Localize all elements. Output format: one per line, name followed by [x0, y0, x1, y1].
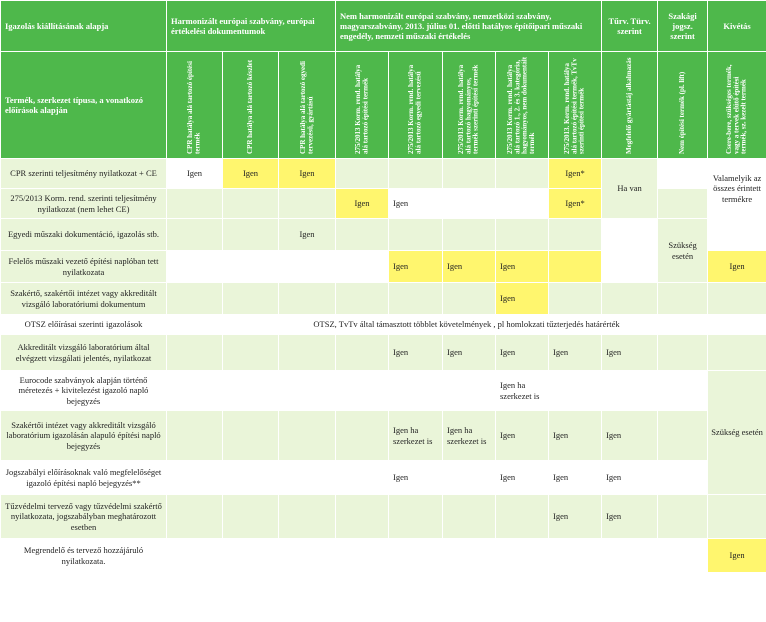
cell: Igen	[443, 251, 496, 283]
cell	[223, 251, 279, 283]
cell: Igen	[602, 461, 658, 495]
cell	[336, 335, 389, 371]
cell	[602, 283, 658, 315]
cell: Igen ha szerkezet is	[389, 411, 443, 461]
table-row	[1, 283, 766, 315]
basis-header: Igazolás kiállításának alapja	[1, 1, 167, 52]
cell	[658, 189, 708, 219]
cell	[279, 335, 336, 371]
cell	[658, 335, 708, 371]
cell	[167, 495, 223, 539]
row-label: Jogszabályi előírásoknak való megfelelőséget igazoló építési napló bejegyzés**	[1, 461, 167, 495]
cell: Igen	[496, 251, 549, 283]
group-turv: Tűrv. Türv. szerint	[602, 1, 658, 52]
cell: Igen	[279, 159, 336, 189]
cell	[336, 283, 389, 315]
table-row	[1, 219, 766, 251]
cell	[167, 411, 223, 461]
cell: Igen	[389, 461, 443, 495]
cell	[336, 219, 389, 251]
merged-ha-van: Ha van	[602, 159, 658, 219]
cell	[443, 189, 496, 219]
sub-header-9: Nem építési termék (pl. lift)	[658, 52, 708, 159]
cell	[496, 189, 549, 219]
table-row	[1, 371, 766, 411]
cell: Igen	[549, 411, 602, 461]
cell: Igen	[496, 411, 549, 461]
cell	[336, 495, 389, 539]
cell	[602, 251, 658, 283]
table-row	[1, 159, 766, 189]
otsz-span-text: OTSZ, TvTv által támasztott többlet követelmények , pl homlokzati tűzterjedés határérték	[167, 315, 766, 335]
cell: Igen	[602, 335, 658, 371]
sub-header-4: 275/2013 Korm. rend. hatálya alá tartozó egyedi tervezésű	[389, 52, 443, 159]
cell	[167, 539, 223, 573]
cell	[223, 335, 279, 371]
cell	[389, 159, 443, 189]
row-label: Szakértői intézet vagy akkreditált vizsgáló laboratórium igazolásán alapuló építési napló bejegyzés	[1, 411, 167, 461]
cell	[496, 495, 549, 539]
cell	[708, 335, 766, 371]
cell: Igen	[549, 461, 602, 495]
cell: Igen	[389, 251, 443, 283]
product-header: Termék, szerkezet típusa, a vonatkozó előírások alapján	[1, 52, 167, 159]
group-kivetel: Kivétás	[708, 1, 766, 52]
cell: Igen	[602, 411, 658, 461]
cell	[336, 461, 389, 495]
cell: Igen	[549, 335, 602, 371]
sub-header-1: CPR hatálya alá tartozó készlet	[223, 52, 279, 159]
cell	[658, 411, 708, 461]
cell: Igen	[496, 335, 549, 371]
cell	[279, 539, 336, 573]
cell	[602, 539, 658, 573]
cell	[443, 371, 496, 411]
cell	[167, 461, 223, 495]
row-label: Megrendelő és tervező hozzájáruló nyilatkozata.	[1, 539, 167, 573]
cell	[496, 539, 549, 573]
cell	[496, 219, 549, 251]
row-label: Egyedi műszaki dokumentáció, igazolás stb.	[1, 219, 167, 251]
group-szakagi: Szakági jogsz. szerint	[658, 1, 708, 52]
cell	[389, 539, 443, 573]
cell: Igen	[708, 539, 766, 573]
table-row	[1, 335, 766, 371]
row-label: Felelős műszaki vezető építési naplóban tett nyilatkozata	[1, 251, 167, 283]
row-label: 275/2013 Korm. rend. szerinti teljesítmény nyilatkozat (nem lehet CE)	[1, 189, 167, 219]
cell	[223, 539, 279, 573]
table-row	[1, 411, 766, 461]
cell	[223, 219, 279, 251]
cell	[708, 219, 766, 251]
sub-header-5: 275/2013 Korm. rend. hatálya alá tartozó hagyományos, termék szerinti építési termék	[443, 52, 496, 159]
cell: Igen	[279, 219, 336, 251]
cell	[658, 461, 708, 495]
cell: Igen	[549, 495, 602, 539]
cell: Igen	[336, 189, 389, 219]
sub-header-6: 275/2013 Korm. rend. hatálya alá tartozó 1., 2. és 3. kategória, hagyományos, nem dokumentált termék	[496, 52, 549, 159]
group-non-harmonized: Nem harmonizált európai szabvány, nemzetközi szabvány, magyarszabvány, 2013. július 01. előtti hatályos építőipari műszaki engedély, nemzeti műszaki értékelés	[336, 1, 602, 52]
row-label: Eurocode szabványok alapján történő méretezés + kivitelezést igazoló napló bejegyzés	[1, 371, 167, 411]
cell	[336, 371, 389, 411]
row-label: Tűzvédelmi tervező vagy tűzvédelmi szakértő nyilatkozata, jogszabályban meghatározott esetben	[1, 495, 167, 539]
table-row	[1, 251, 766, 283]
cell	[658, 159, 708, 189]
sub-header-10: Csere-bere, szükséges termék, vagy a tervek elütő építési termék, sz. kezelt termék	[708, 52, 766, 159]
table-row	[1, 461, 766, 495]
sub-header-0: CPR hatálya alá tartozó építési termék	[167, 52, 223, 159]
row-label: CPR szerinti teljesítmény nyilatkozat + CE	[1, 159, 167, 189]
table-row	[1, 315, 766, 335]
cell	[279, 189, 336, 219]
sub-header-3: 275/2013 Korm. rend. hatálya alá tartozó építési termék	[336, 52, 389, 159]
cell	[223, 371, 279, 411]
cell	[167, 335, 223, 371]
group-harmonized: Harmonizált európai szabvány, európai értékelési dokumentumok	[167, 1, 336, 52]
cell	[389, 371, 443, 411]
cell: Igen	[496, 461, 549, 495]
cell	[167, 371, 223, 411]
cell	[443, 539, 496, 573]
cell	[658, 495, 708, 539]
table-row	[1, 495, 766, 539]
sub-header-8: Megfelelő gyártástáj alkalmazás	[602, 52, 658, 159]
cell	[167, 189, 223, 219]
sub-header-7: 275/2013. Korm. rend. hatálya alá tartozó építési termék, TvTv szerinti építési termék	[549, 52, 602, 159]
merged-szukseg: Szükség esetén	[658, 219, 708, 283]
cell: Igen	[443, 335, 496, 371]
cell	[223, 189, 279, 219]
cell	[389, 283, 443, 315]
cell	[443, 159, 496, 189]
cell	[279, 495, 336, 539]
cell: Igen	[223, 159, 279, 189]
cell	[549, 219, 602, 251]
cell	[443, 461, 496, 495]
cell	[336, 251, 389, 283]
cell	[279, 411, 336, 461]
cell	[279, 283, 336, 315]
cell	[336, 411, 389, 461]
cell	[279, 461, 336, 495]
cell: Igen*	[549, 189, 602, 219]
cell	[496, 159, 549, 189]
cell	[443, 219, 496, 251]
cell	[658, 283, 708, 315]
row-label: Szakértő, szakértői intézet vagy akkreditált vizsgáló laboratóriumi dokumentum	[1, 283, 167, 315]
sub-header-2: CPR hatálya alá tartozó egyedi tervezésű, gyártású	[279, 52, 336, 159]
cell: Igen*	[549, 159, 602, 189]
cell	[223, 461, 279, 495]
cell	[336, 539, 389, 573]
cell	[708, 495, 766, 539]
cell: Igen ha szerkezet is	[443, 411, 496, 461]
cell	[658, 371, 708, 411]
cell	[549, 251, 602, 283]
cell	[167, 251, 223, 283]
row-label: OTSZ előírásai szerinti igazolások	[1, 315, 167, 335]
cell	[389, 495, 443, 539]
cell	[602, 219, 658, 251]
cell	[658, 539, 708, 573]
cell	[167, 219, 223, 251]
cell	[223, 495, 279, 539]
cell	[336, 159, 389, 189]
cell	[602, 371, 658, 411]
cell: Igen	[602, 495, 658, 539]
cell: Igen	[389, 335, 443, 371]
merged-valamelyik: Valamelyik az összes érintett termékre	[708, 159, 766, 219]
cell: Igen ha szerkezet is	[496, 371, 549, 411]
cell	[443, 283, 496, 315]
cell	[549, 539, 602, 573]
merged-kivetel-szukseg: Szükség esetén	[708, 371, 766, 495]
cell	[167, 283, 223, 315]
cell	[279, 251, 336, 283]
cell	[389, 219, 443, 251]
cell: Igen	[708, 251, 766, 283]
cell	[279, 371, 336, 411]
cell	[223, 283, 279, 315]
cell: Igen	[389, 189, 443, 219]
cell	[549, 371, 602, 411]
cell	[443, 495, 496, 539]
cell: Igen	[167, 159, 223, 189]
row-label: Akkreditált vizsgáló laboratórium által elvégzett vizsgálati jelentés, nyilatkozat	[1, 335, 167, 371]
cell	[549, 283, 602, 315]
cell	[223, 411, 279, 461]
table-row	[1, 539, 766, 573]
cell: Igen	[496, 283, 549, 315]
cell	[708, 283, 766, 315]
